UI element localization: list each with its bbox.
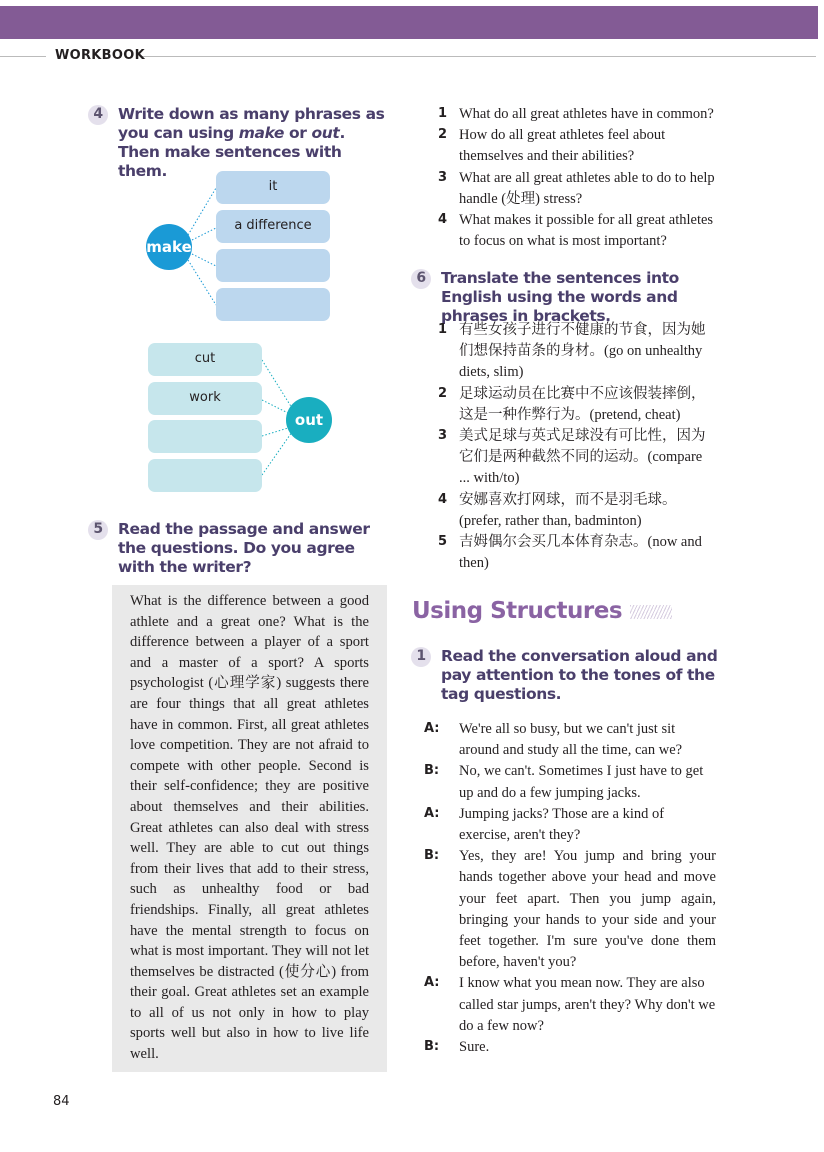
item-number: 3 (438, 428, 448, 444)
item-text: 有些女孩子进行不健康的节食，因为她们想保持苗条的身材。(go on unhealthy diets, slim) (459, 322, 706, 381)
line-text: I know what you mean now. They are also called star jumps, aren't they? Why don't we do a few now? (459, 975, 716, 1034)
heading-text: . Then make sentences with them. (118, 124, 345, 180)
translation-item (440, 384, 716, 426)
out-phrase-box: work (148, 382, 262, 415)
dialogue-line (426, 973, 716, 1037)
make-phrase-box: a difference (216, 210, 330, 243)
heading-text: Read the conversation aloud and pay attention to the tones of the tag questions. (441, 647, 718, 703)
make-phrase-box-blank[interactable] (216, 249, 330, 282)
question-item (440, 104, 716, 125)
line-text: No, we can't. Sometimes I just have to get up and do a few jumping jacks. (459, 763, 704, 801)
item-number: 5 (438, 534, 448, 550)
question-list (440, 104, 716, 252)
reading-passage: What is the difference between a good athlete and a great one? What is the difference between a player of a sport and a master of a sport? A sports psychologist (心理学家) suggests there are four things that all great athletes have in common. First, all great athletes love competition. They are not afraid to compete with other people. Second is their self-confidence; they are positive about themselves and their abilities. Great athletes can also deal with stress well. They are able to cut out things from their lives that add to their stress, such as unhealthy food or bad friendships. Finally, all great athletes have the mental strength to focus on what is most important. They will not let themselves be distracted (使分心) from their goal. Great athletes set an example to all of us not only in how to play sports well but also in how to live life well. (112, 585, 387, 1072)
translation-item (440, 320, 716, 384)
item-number: 1 (438, 322, 448, 337)
speaker: A: (424, 975, 440, 991)
out-node: out (286, 397, 332, 443)
translation-item (440, 532, 716, 574)
structures-exercise-heading (416, 647, 721, 704)
section-heading (412, 598, 672, 624)
section-label: WORKBOOK (55, 48, 145, 63)
make-phrase-box-blank[interactable] (216, 288, 330, 321)
item-number: 1 (438, 106, 448, 121)
hatch-decoration (630, 605, 672, 619)
question-item (440, 210, 716, 252)
translation-list (440, 320, 716, 574)
speaker: B: (424, 848, 440, 864)
exercise-6-heading (416, 269, 721, 326)
make-node: make (146, 224, 192, 270)
dialogue-line (426, 1037, 716, 1058)
heading-text: or (284, 124, 312, 142)
speaker: B: (424, 763, 440, 779)
item-number: 2 (438, 385, 448, 401)
item-text: 安娜喜欢打网球，而不是羽毛球。(prefer, rather than, badminton) (459, 491, 677, 529)
heading-text: Write down as many phrases as you can using (118, 105, 385, 142)
line-text: We're all so busy, but we can't just sit around and study all the time, can we? (459, 721, 683, 759)
dialogue-line (426, 719, 716, 761)
section-heading-text: Using Structures (412, 598, 623, 624)
dialogue-line (426, 846, 716, 973)
dialogue-line (426, 761, 716, 803)
item-text: 足球运动员在比赛中不应该假装摔倒，这是一种作弊行为。(pretend, cheat) (459, 385, 706, 423)
line-text: Yes, they are! You jump and bring your hands together above your head and move your feet apart. Then you jump again, bringing your hands to your side and your feet together. I'm sure you've done them before, haven't you? (459, 848, 716, 971)
item-text: What are all great athletes able to do to help handle (处理) stress? (459, 169, 715, 207)
exercise-number: 5 (88, 520, 108, 540)
item-number: 2 (438, 127, 448, 143)
question-item (440, 168, 716, 210)
out-phrase-box-blank[interactable] (148, 459, 262, 492)
heading-text: Read the passage and answer the questions. Do you agree with the writer? (118, 520, 370, 576)
item-text: What makes it possible for all great athletes to focus on what is most important? (459, 212, 714, 250)
speaker: B: (424, 1039, 440, 1055)
heading-text: Translate the sentences into English using the words and phrases in brackets. (441, 269, 679, 325)
heading-text: make (238, 124, 285, 142)
item-number: 3 (438, 169, 448, 185)
exercise-number: 4 (88, 105, 108, 125)
item-text: What do all great athletes have in common? (459, 106, 714, 122)
heading-text: out (311, 124, 340, 142)
line-text: Sure. (459, 1039, 490, 1056)
exercise-number: 6 (411, 269, 431, 289)
item-text: How do all great athletes feel about themselves and their abilities? (459, 127, 666, 165)
page-number: 84 (53, 1094, 70, 1109)
line-text: Jumping jacks? Those are a kind of exercise, aren't they? (459, 805, 665, 844)
dialogue (426, 719, 716, 1058)
translation-item (440, 490, 716, 532)
exercise-number: 1 (411, 647, 431, 667)
item-text: 美式足球与英式足球没有可比性，因为它们是两种截然不同的运动。(compare ... with/to) (459, 428, 706, 487)
make-phrase-box: it (216, 171, 330, 204)
exercise-5-heading (93, 520, 378, 577)
question-item (440, 125, 716, 167)
item-number: 4 (438, 491, 448, 507)
speaker: A: (424, 805, 440, 821)
item-number: 4 (438, 212, 448, 228)
speaker: A: (424, 721, 440, 736)
translation-item (440, 426, 716, 490)
out-phrase-box-blank[interactable] (148, 420, 262, 453)
dialogue-line (426, 804, 716, 846)
item-text: 吉姆偶尔会买几本体育杂志。(now and then) (459, 534, 702, 572)
out-phrase-box: cut (148, 343, 262, 376)
